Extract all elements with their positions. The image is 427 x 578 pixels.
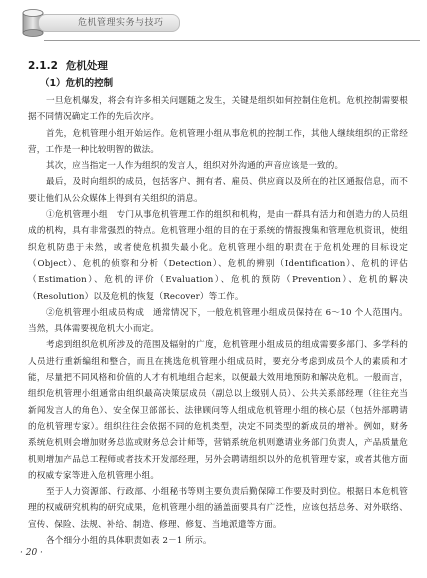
paragraph: ②危机管理小组成员构成 通常情况下，一般危机管理小组成员保持在 6～10 个人范围内。当然，具体需要视危机大小而定。 [28, 307, 408, 335]
paragraph: 考虑到组织危机所涉及的范围及辐射的广度，危机管理小组成员的组成需要多部门、多学科的人员进行重新编组和整合，而且在挑选危机管理小组成员时，要充分考虑到成员个人的素质和才能，尽量把不同风格和价值的人才有机地组合起来，以便最大效用地预防和解决危机。一般而言，组织危机管理小组通常由组织最高决策层成员（副总以上级别人员）、公共关系部经理（往往充当新闻发言人的角色）、安全保卫部部长、法律顾问等人组成危机管理小组的核心层（包括外部聘请的危机管理专家）。组织往往会依据不同的危机类型，决定不同类型的新成员的增补。例如，财务系统危机则会增加财务总监或财务总会计师等，营销系统危机则邀请业务部门负责人，产品质量危机则增加产品总工程师或者技术开发部经理，另外会聘请组织以外的危机管理专家，或者其他方面的权威专家等进入危机管理小组。 [28, 340, 408, 481]
section-number: 2.1.2 [28, 60, 58, 72]
running-header-title: 危机管理实务与技巧 [78, 18, 164, 28]
page-number: · 20 · [20, 548, 43, 558]
paragraph: 首先，危机管理小组开始运作。危机管理小组从事危机的控制工作，其他人继续组织的正常经营，工作是一种比较明智的做法。 [28, 128, 408, 155]
page-body [28, 58, 408, 549]
paragraph: 其次，应当指定一人作为组织的发言人，组织对外沟通的声音应该是一致的。 [46, 161, 344, 172]
paragraph: 各个细分小组的具体职责如表 2－1 所示。 [46, 536, 212, 547]
section-heading [28, 58, 408, 74]
paragraph: 一旦危机爆发，将会有许多相关问题随之发生，关键是组织如何控制住危机。危机控制需要根据不同情况确定工作的先后次序。 [28, 96, 408, 123]
subsection-heading: （1）危机的控制 [40, 78, 114, 89]
running-header [20, 8, 420, 40]
paragraph: 至于人力资源部、行政部、小组秘书等则主要负责后勤保障工作要及时到位。根据日本危机管理的权威研究机构的研究成果，危机管理小组的涵盖面要具有广泛性，应该包括总务、对外联络、宣传、保险、法规、补给、制造、修理、修复、当地派遣等方面。 [28, 487, 408, 530]
section-title: 危机处理 [65, 60, 108, 72]
paragraph: 最后，及时向组织的成员，包括客户、拥有者、雇员、供应商以及所在的社区通报信息，而不要让他们从公众媒体上得到有关组织的消息。 [28, 177, 408, 204]
header-rule [44, 40, 420, 41]
paragraph: ①危机管理小组 专门从事危机管理工作的组织和机构，是由一群具有活力和创造力的人员组成的机构，具有非常强烈的特点。危机管理小组的目的在于系统的情报搜集和管理危机资讯，使组织危机防患于未然，或者使危机损失最小化。危机管理小组的职责在于危机处理的目标设定（Object）、危机的侦察和分析（Detection）、危机的辨别（Identification）、危机的评估（Estimation）、危机的评价（Evaluation）、危机的预防（Prevention）、危机的解决（Resolution）以及危机的恢复（Recover）等工作。 [28, 210, 408, 302]
